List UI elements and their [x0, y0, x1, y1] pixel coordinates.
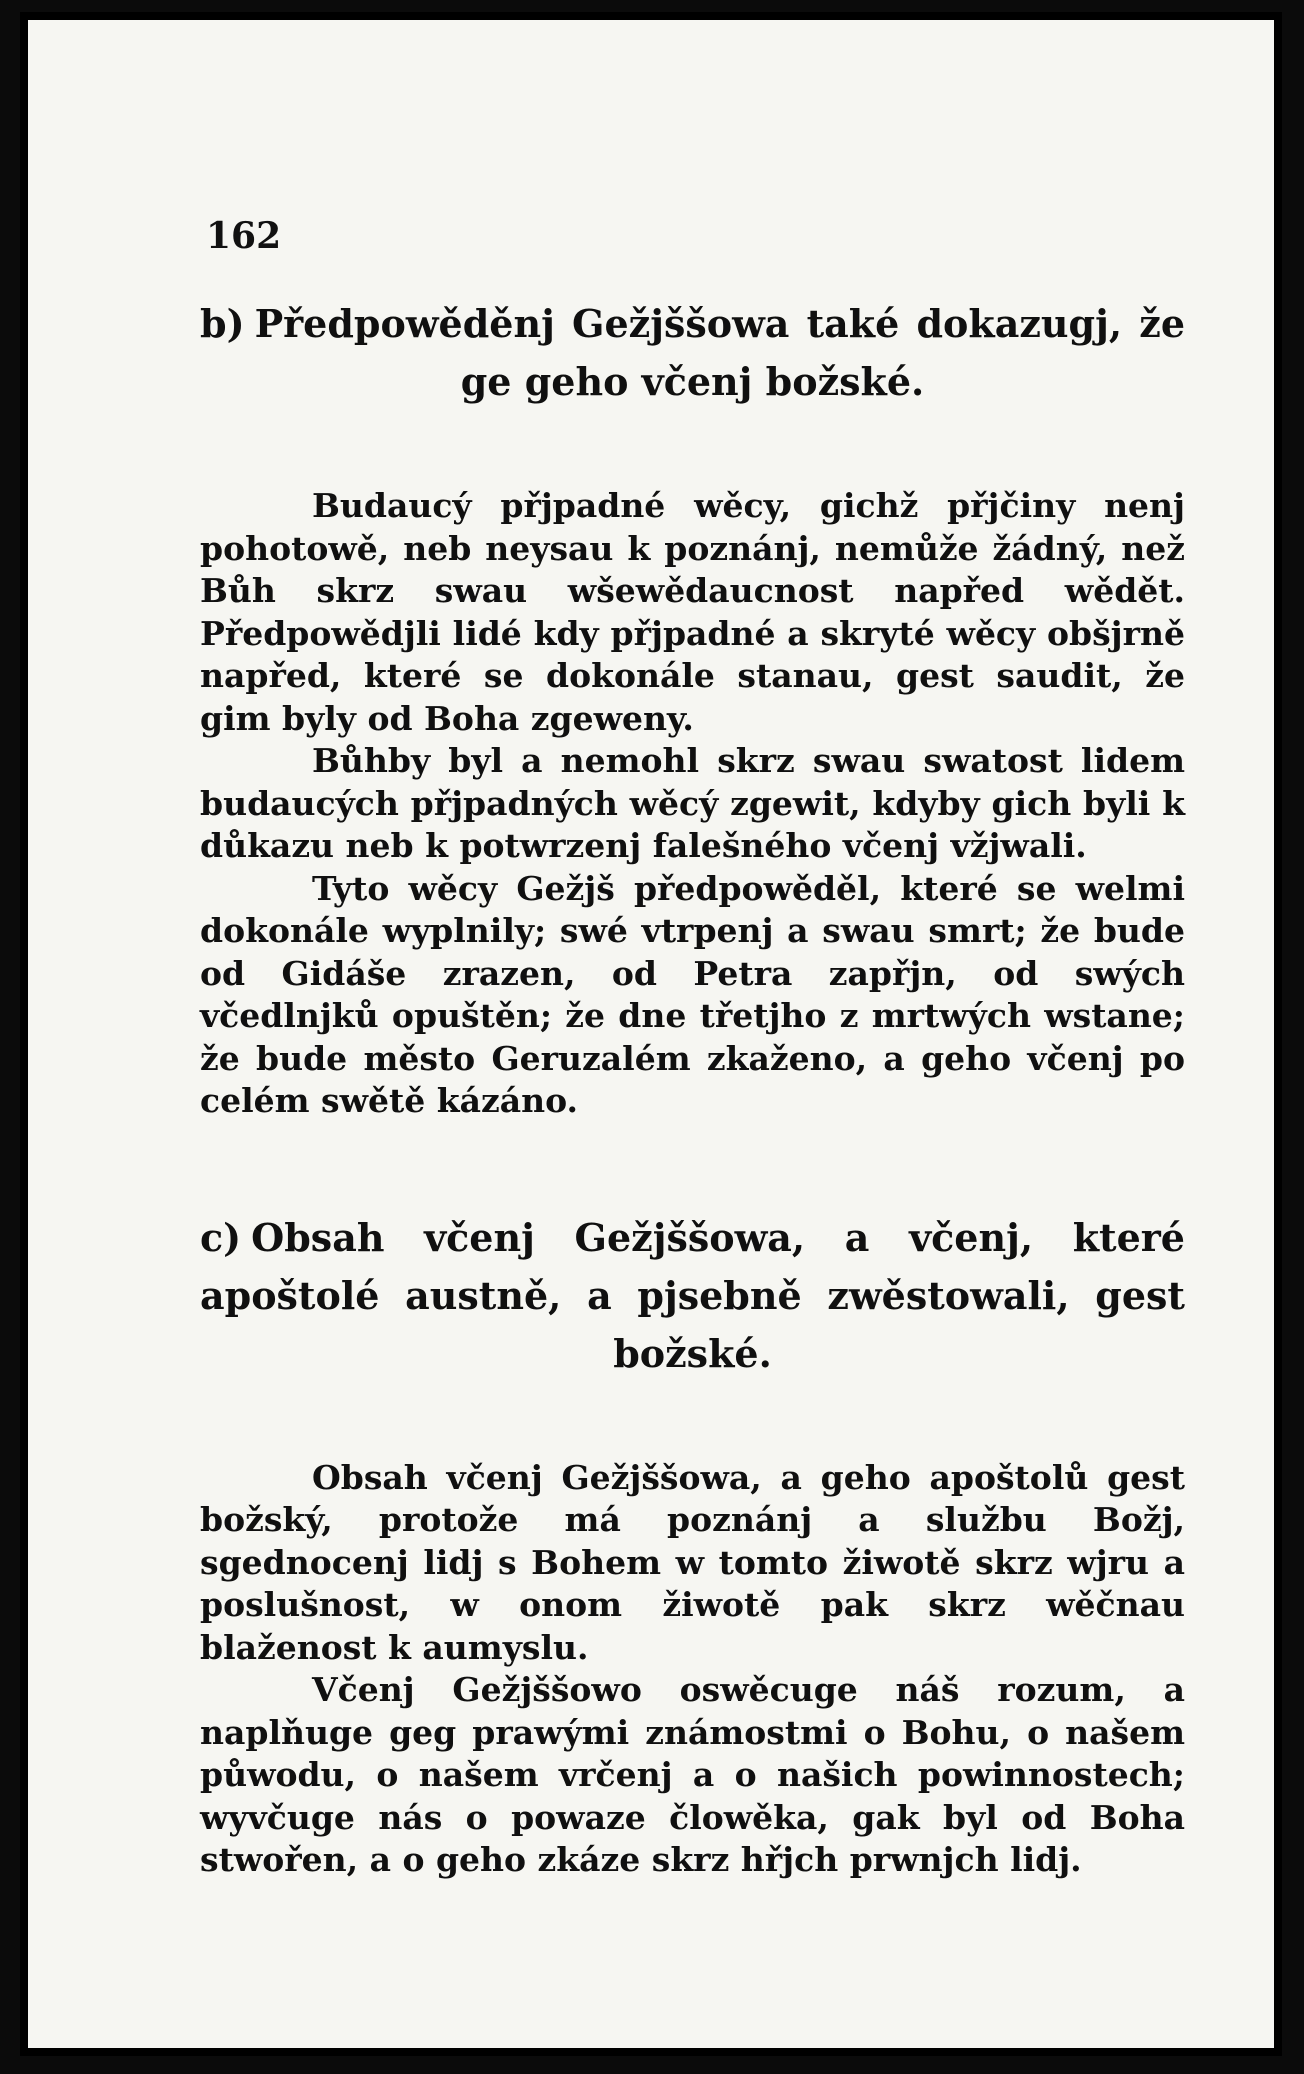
section-heading-text: Obsah včenj Gežjššowa, a včenj, které apoštolé austně, a pjsebně zwěstowali, gest božské.: [200, 1214, 1185, 1376]
paragraph: Tyto wěcy Gežjš předpowěděl, které se welmi dokonále wyplnily; swé vtrpenj a swau smrt; že bude od Gidáše zrazen, od Petra zapřjn, od swých včedlnjků opuštěn; že dne třetjho z mrtwých wstane; že bude město Geruzalém zkaženo, a geho včenj po celém swětě kázáno.: [200, 868, 1185, 1120]
paragraph: Obsah včenj Gežjššowa, a geho apoštolů gest božský, protože má poznánj a službu Božj, sgednocenj lidj s Bohem w tomto žiwotě skrz wjru a poslušnost, w onom žiwotě pak skrz wěčnau blaženost k aumyslu.: [200, 1457, 1185, 1667]
section-heading: [200, 1209, 1185, 1383]
section-heading-text: Předpowěděnj Gežjššowa také dokazugj, že ge geho včenj božské.: [254, 301, 1185, 404]
paragraph: Bůhby byl a nemohl skrz swau swatost lidem budaucých přjpadných wěcý zgewit, kdyby gich byli k důkazu neb k potwrzenj falešného včenj vžjwali.: [200, 741, 1185, 865]
section-label: b): [200, 301, 245, 346]
page-number: 162: [206, 215, 282, 257]
paragraph: Včenj Gežjššowo oswěcuge náš rozum, a naplňuge geg prawými známostmi o Bohu, o našem půwodu, o našem vrčenj a o našich powinnostech; wyvčuge nás o powaze člowěka, gak byl od Boha stwořen, a o geho zkáze skrz hřjch prwnjch lidj.: [200, 1670, 1185, 1879]
page-content: [200, 295, 1185, 1882]
book-page: [20, 12, 1282, 2056]
section-heading: [200, 295, 1185, 411]
section-label: c): [200, 1214, 242, 1260]
paragraph: Budaucý přjpadné wěcy, gichž přjčiny nenj pohotowě, neb neysau k poznánj, nemůže žádný, než Bůh skrz swau wšewědaucnost napřed wědět. Předpowědjli lidé kdy přjpadné a skryté wěcy obšjrně napřed, které se dokonále stanau, gest saudit, že gim byly od Boha zgeweny.: [200, 486, 1185, 738]
